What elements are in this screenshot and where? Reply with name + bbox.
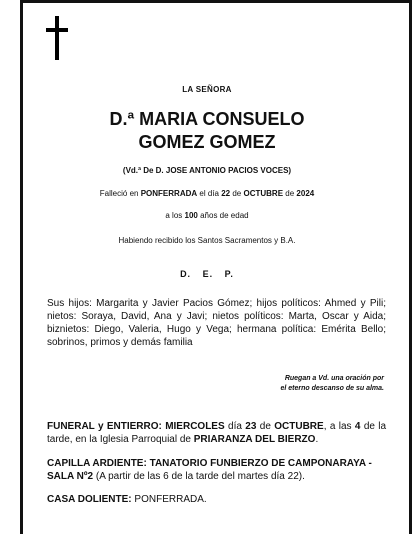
mourning-house-info: CASA DOLIENTE: PONFERRADA. (47, 494, 207, 505)
cross-icon (46, 16, 68, 60)
funeral-info: FUNERAL y ENTIERRO: MIERCOLES día 23 de OCTUBRE, a las 4 de la tarde, en la Iglesia Parroquial de PRIARANZA DEL BIERZO. (47, 421, 387, 445)
left-border (20, 0, 23, 534)
age-info: a los 100 años de edad (165, 211, 249, 220)
top-border (20, 0, 412, 3)
name-line-2: GOMEZ GOMEZ (138, 132, 276, 152)
dep-text: D. E. P. (180, 269, 234, 279)
prayer-request: Ruegan a Vd. una oración por el eterno descanso de su alma. (280, 375, 384, 392)
deceased-name (0, 108, 414, 154)
widow-of: (Vd.ª De D. JOSE ANTONIO PACIOS VOCES) (122, 166, 292, 175)
right-border (409, 0, 412, 534)
name-line-1: D.ª MARIA CONSUELO (109, 109, 305, 129)
family-list: Sus hijos: Margarita y Javier Pacios Gómez; hijos políticos: Ahmed y Pili; nietos: Soraya, David, Ana y Javi; nietos políticos: Marta, Oscar y Aida; biznietos: Diego, Valeria, Hugo y Vega; hermana política: Emérita Bello; sobrinos, primos y demás familia (47, 298, 386, 348)
chapel-info: CAPILLA ARDIENTE: TANATORIO FUNBIERZO DE CAMPONARAYA - SALA Nº2 (A partir de las 6 de la tarde del martes día 22). (47, 458, 372, 482)
death-info: Falleció en PONFERRADA el día 22 de OCTUBRE de 2024 (99, 189, 315, 198)
title-la-senora: LA SEÑORA (182, 85, 232, 94)
sacraments-text: Habiendo recibido los Santos Sacramentos y B.A. (118, 236, 296, 245)
